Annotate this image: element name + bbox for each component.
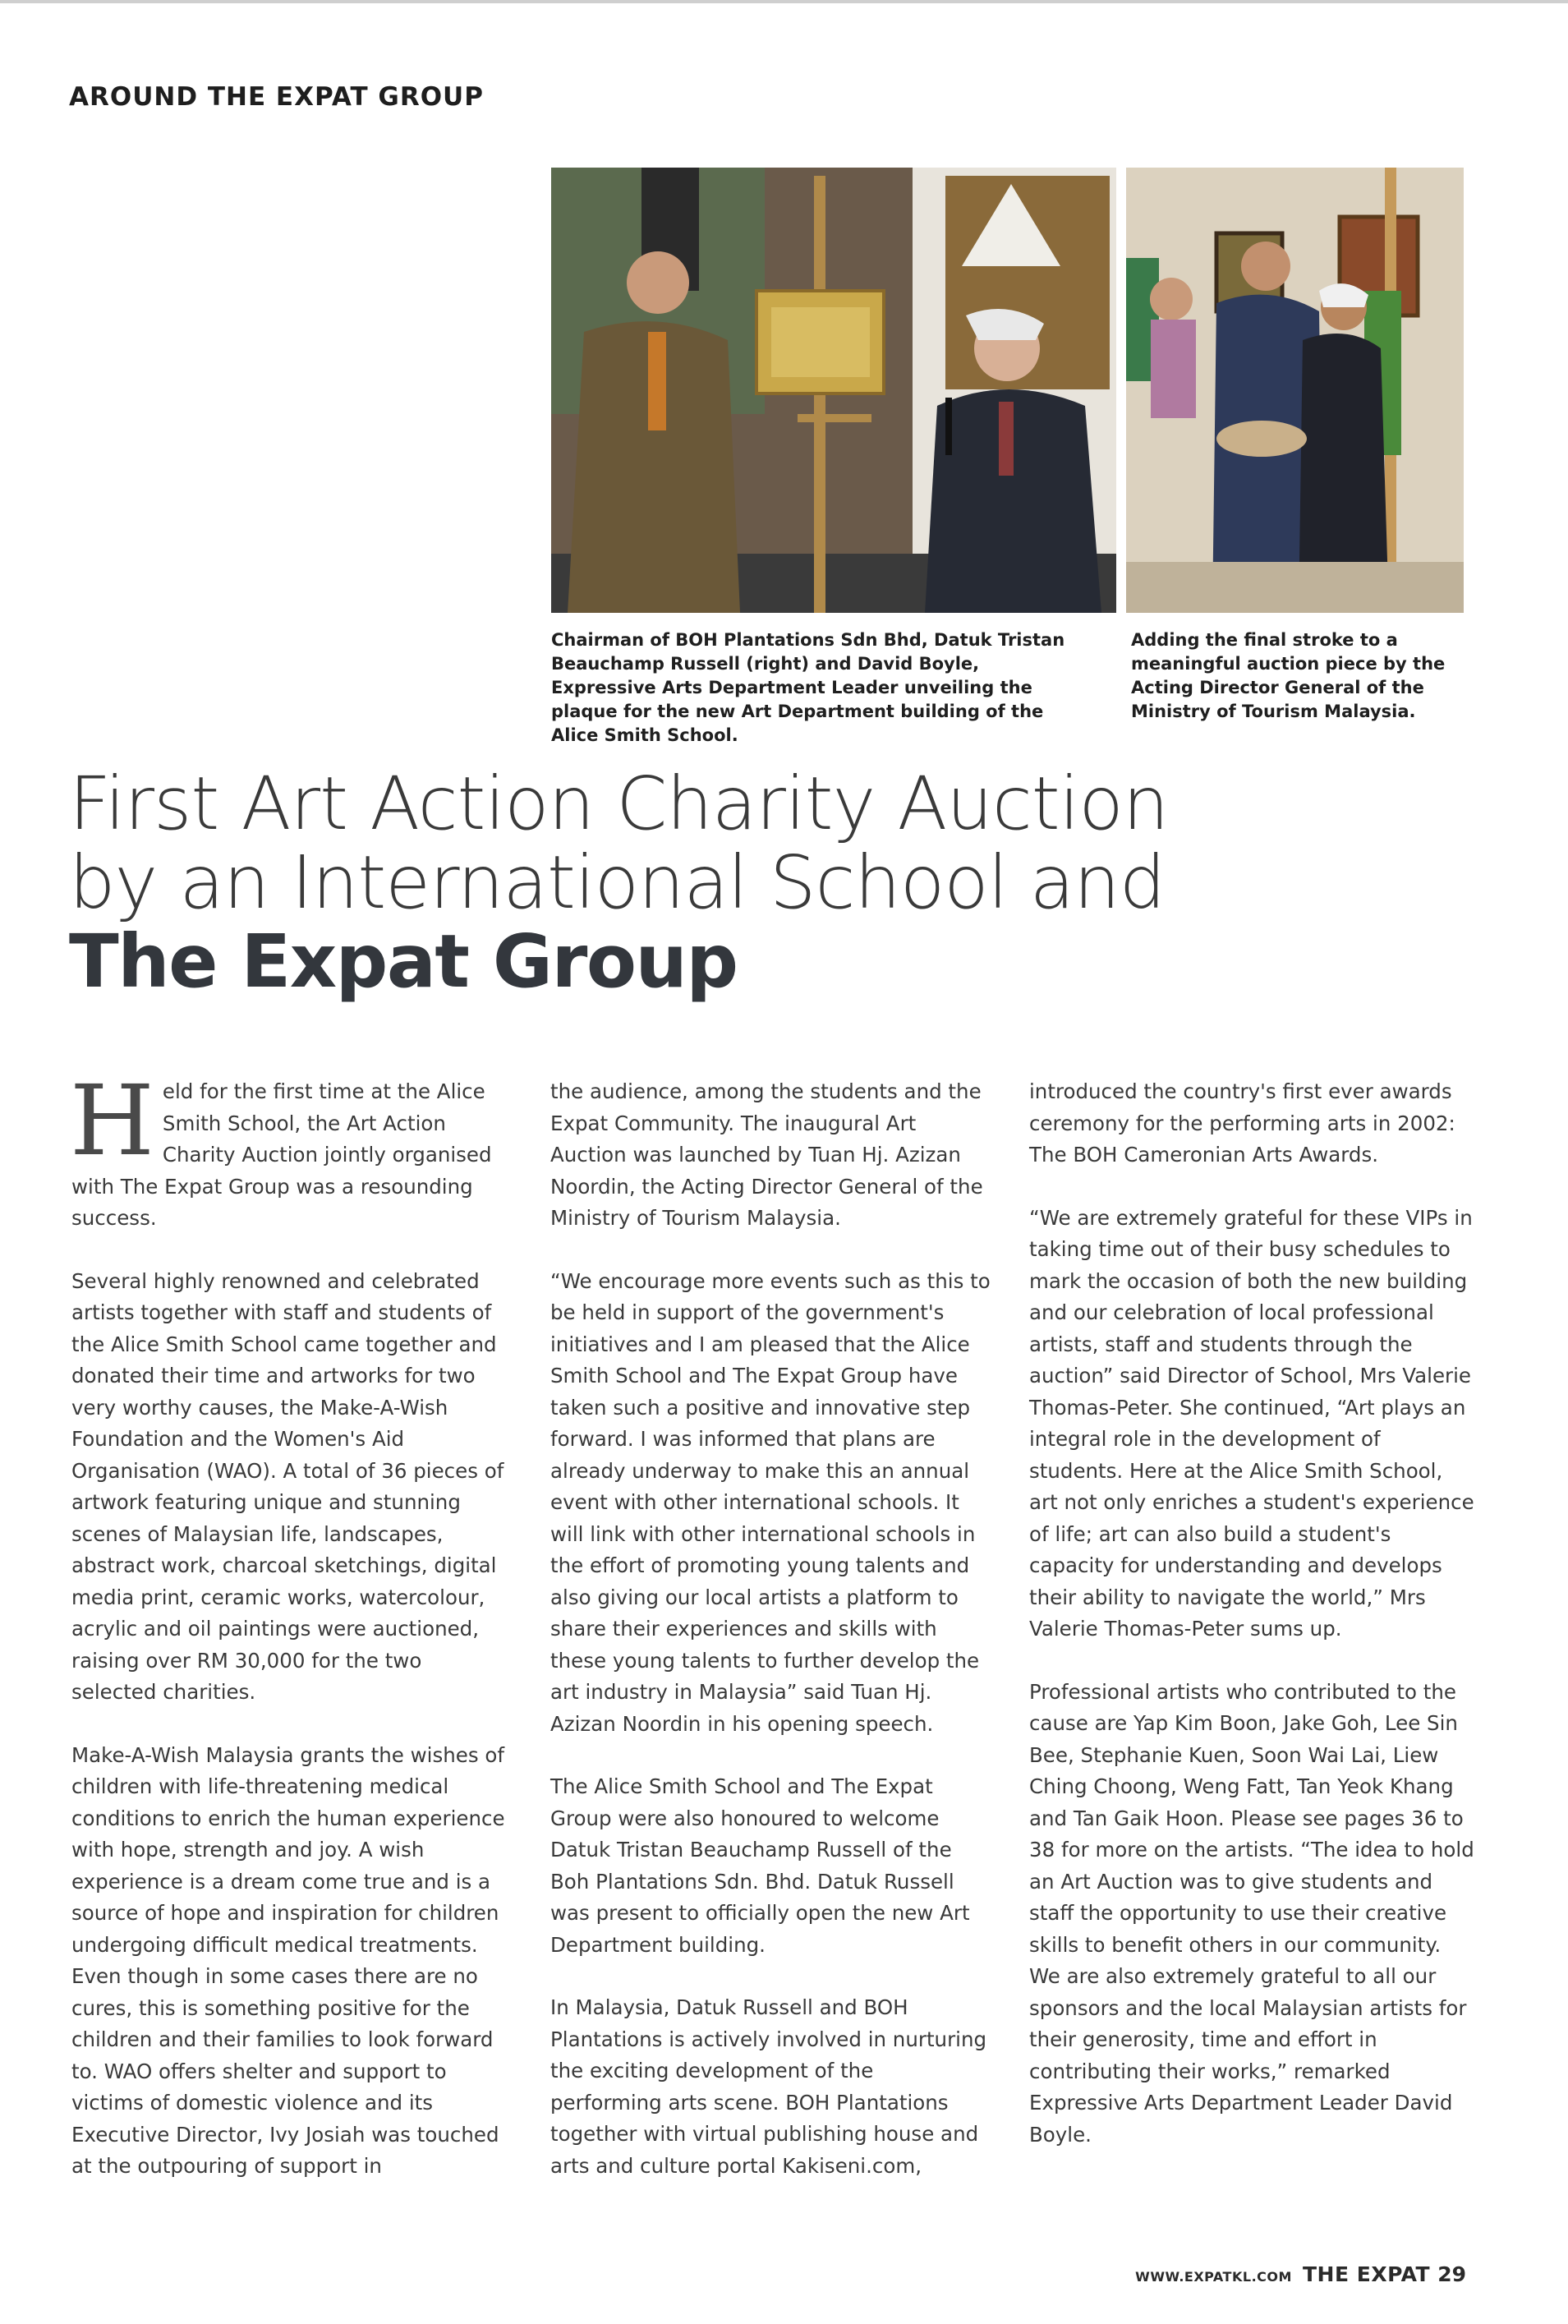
painting-stroke-photo [1126,168,1464,613]
page-footer [1135,2262,1466,2286]
paragraph-text: eld for the first time at the Alice Smith School, the Art Action Charity Auction jointly organised with The Expat Group was a resounding success. [71,1079,492,1230]
section-label: AROUND THE EXPAT GROUP [69,82,484,112]
paragraph: the audience, among the students and the Expat Community. The inaugural Art Auction was launched by Tuan Hj. Azizan Noordin, the Acting Director General of the Ministry of Tourism Malaysia. [550,1079,983,1230]
headline-line-1: First Art Action Charity Auction [69,761,1169,846]
paragraph: Professional artists who contributed to the cause are Yap Kim Boon, Jake Goh, Lee Sin Bee, Stephanie Kuen, Soon Wai Lai, Liew Ching Choong, Weng Fatt, Tan Yeok Khang and Tan Gaik Hoon. Please see pages 36 to 38 for more on the artists. “The idea to hold an Art Auction was to give students and staff the opportunity to use their creative skills to benefit others in our community. We are also extremely grateful to all our sponsors and the local Malaysian artists for their generosity, time and effort in contributing their works,” remarked Expressive Arts Department Leader David Boyle. [1029,1679,1474,2147]
paragraph: In Malaysia, Datuk Russell and BOH Plantations is actively involved in nurturing the exciting development of the performing arts scene. BOH Plantations together with virtual publishing house and arts and culture portal Kakiseni.com, [550,1995,987,2178]
drop-cap: H [70,1064,154,1177]
paragraph: Make-A-Wish Malaysia grants the wishes of children with life-threatening medical conditions to enrich the human experience with hope, strength and joy. A wish experience is a dream come true and is a source of hope and inspiration for children undergoing difficult medical treatments. Even though in some cases there are no cures, this is something positive for the children and their families to look forward to. WAO offers shelter and support to victims of domestic violence and its Executive Director, Ivy Josiah was touched at the outpouring of support in [71,1742,505,2178]
footer-magazine-name: THE EXPAT [1303,2262,1431,2286]
article-column-2 [550,1076,991,2213]
photo-caption-painting: Adding the final stroke to a meaningful auction piece by the Acting Director General of the Ministry of Tourism Malaysia. [1131,630,1446,721]
article-headline [69,761,1465,1004]
article-column-1 [70,1064,512,2214]
paragraph: The Alice Smith School and The Expat Group were also honoured to welcome Datuk Tristan Beauchamp Russell of the Boh Plantations Sdn. Bhd. Datuk Russell was present to officially open the new Art Department building. [550,1774,970,1957]
plaque-unveiling-photo [551,168,1116,613]
photo-caption-plaque: Chairman of BOH Plantations Sdn Bhd, Datuk Tristan Beauchamp Russell (right) and David Boyle, Expressive Arts Department Leader unveiling the plaque for the new Art Department building of the Alice Smith School. [551,630,1065,745]
paragraph: “We are extremely grateful for these VIPs in taking time out of their busy schedules to mark the occasion of both the new building and our celebration of local professional artists, staff and students through the auction” said Director of School, Mrs Valerie Thomas-Peter. She continued, “Art plays an integral role in the development of students. Here at the Alice Smith School, art not only enriches a student's experience of life; art can also build a student's capacity for understanding and develops their ability to navigate the world,” Mrs Valerie Thomas-Peter sums up. [1029,1205,1474,1641]
headline-line-2: by an International School and [69,840,1166,925]
paragraph: “We encourage more events such as this to be held in support of the government's initiatives and I am pleased that the Alice Smith School and The Expat Group have taken such a positive and innovative step forward. I was informed that plans are already underway to make this an annual event with other international schools. It will link with other international schools in the effort of promoting young talents and also giving our local artists a platform to share their experiences and skills with these young talents to further develop the art industry in Malaysia” said Tuan Hj. Azizan Noordin in his opening speech. [550,1268,991,1736]
paragraph [70,1064,512,1235]
paragraph: Several highly renowned and celebrated artists together with staff and students of the Alice Smith School came together and donated their time and artworks for two very worthy causes, the Make-A-Wish Foundation and the Women's Aid Organisation (WAO). A total of 36 pieces of artwork featuring unique and stunning scenes of Malaysian life, landscapes, abstract work, charcoal sketchings, digital media print, ceramic works, watercolour, acrylic and oil paintings were auctioned, raising over RM 30,000 for the two selected charities. [71,1268,504,1704]
headline-line-3: The Expat Group [69,918,738,1004]
page-number: 29 [1437,2262,1466,2286]
paragraph: introduced the country's first ever awards ceremony for the performing arts in 2002: The BOH Cameronian Arts Awards. [1029,1079,1455,1167]
article-column-3 [1029,1076,1477,2182]
top-rule [0,0,1568,3]
footer-url: WWW.EXPATKL.COM [1135,2269,1292,2285]
